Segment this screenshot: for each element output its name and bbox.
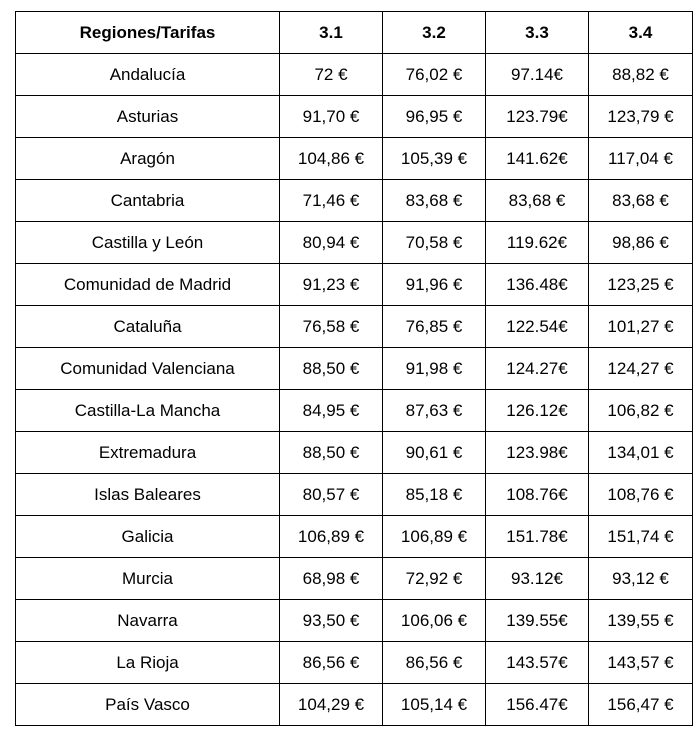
table-row xyxy=(16,642,693,684)
tariff-3-1-cell: 104,29 € xyxy=(280,684,383,726)
tariff-3-1-cell: 106,89 € xyxy=(280,516,383,558)
tariff-3-4-cell: 117,04 € xyxy=(589,138,693,180)
table-row xyxy=(16,222,693,264)
region-cell: Extremadura xyxy=(16,432,280,474)
tariff-3-4-cell: 156,47 € xyxy=(589,684,693,726)
tariff-3-1-cell: 88,50 € xyxy=(280,432,383,474)
tariff-3-4-cell: 88,82 € xyxy=(589,54,693,96)
tariff-3-1-cell: 72 € xyxy=(280,54,383,96)
tariff-3-3-cell: 156.47€ xyxy=(486,684,589,726)
tariff-3-2-cell: 90,61 € xyxy=(383,432,486,474)
region-cell: Castilla-La Mancha xyxy=(16,390,280,432)
region-cell: Castilla y León xyxy=(16,222,280,264)
tariff-3-4-cell: 101,27 € xyxy=(589,306,693,348)
tariff-3-4-cell: 139,55 € xyxy=(589,600,693,642)
tariff-3-4-cell: 93,12 € xyxy=(589,558,693,600)
region-cell: Asturias xyxy=(16,96,280,138)
region-cell: La Rioja xyxy=(16,642,280,684)
tariff-3-3-cell: 136.48€ xyxy=(486,264,589,306)
tariff-3-4-cell: 123,79 € xyxy=(589,96,693,138)
tariff-3-1-cell: 104,86 € xyxy=(280,138,383,180)
tariff-3-4-cell: 106,82 € xyxy=(589,390,693,432)
table-row xyxy=(16,138,693,180)
tariff-3-1-cell: 71,46 € xyxy=(280,180,383,222)
table-body xyxy=(16,54,693,726)
tariff-3-4-cell: 108,76 € xyxy=(589,474,693,516)
tariff-table xyxy=(15,11,693,726)
tariff-3-4-cell: 151,74 € xyxy=(589,516,693,558)
column-header-tariff-3-4: 3.4 xyxy=(589,12,693,54)
region-cell: Navarra xyxy=(16,600,280,642)
region-cell: Comunidad Valenciana xyxy=(16,348,280,390)
tariff-3-1-cell: 86,56 € xyxy=(280,642,383,684)
tariff-3-2-cell: 91,96 € xyxy=(383,264,486,306)
region-cell: Cataluña xyxy=(16,306,280,348)
table-row xyxy=(16,306,693,348)
tariff-3-3-cell: 139.55€ xyxy=(486,600,589,642)
table-header xyxy=(16,12,693,54)
tariff-3-2-cell: 106,89 € xyxy=(383,516,486,558)
tariff-3-3-cell: 108.76€ xyxy=(486,474,589,516)
tariff-3-2-cell: 91,98 € xyxy=(383,348,486,390)
region-cell: Islas Baleares xyxy=(16,474,280,516)
column-header-region: Regiones/Tarifas xyxy=(16,12,280,54)
column-header-tariff-3-1: 3.1 xyxy=(280,12,383,54)
table-row xyxy=(16,264,693,306)
region-cell: Cantabria xyxy=(16,180,280,222)
region-cell: Andalucía xyxy=(16,54,280,96)
header-row xyxy=(16,12,693,54)
table-row xyxy=(16,516,693,558)
tariff-3-4-cell: 143,57 € xyxy=(589,642,693,684)
tariff-3-3-cell: 143.57€ xyxy=(486,642,589,684)
tariff-3-1-cell: 68,98 € xyxy=(280,558,383,600)
table-row xyxy=(16,390,693,432)
tariff-3-3-cell: 119.62€ xyxy=(486,222,589,264)
tariff-3-2-cell: 83,68 € xyxy=(383,180,486,222)
region-cell: Aragón xyxy=(16,138,280,180)
tariff-3-2-cell: 105,14 € xyxy=(383,684,486,726)
tariff-3-1-cell: 84,95 € xyxy=(280,390,383,432)
tariff-3-2-cell: 96,95 € xyxy=(383,96,486,138)
tariff-3-3-cell: 123.79€ xyxy=(486,96,589,138)
region-cell: Galicia xyxy=(16,516,280,558)
table-row xyxy=(16,180,693,222)
tariff-3-3-cell: 97.14€ xyxy=(486,54,589,96)
tariff-3-2-cell: 106,06 € xyxy=(383,600,486,642)
table-row xyxy=(16,558,693,600)
column-header-tariff-3-2: 3.2 xyxy=(383,12,486,54)
tariff-3-4-cell: 123,25 € xyxy=(589,264,693,306)
tariff-3-4-cell: 134,01 € xyxy=(589,432,693,474)
tariff-3-3-cell: 83,68 € xyxy=(486,180,589,222)
table-row xyxy=(16,348,693,390)
tariff-3-4-cell: 124,27 € xyxy=(589,348,693,390)
tariff-3-1-cell: 91,70 € xyxy=(280,96,383,138)
tariff-3-4-cell: 98,86 € xyxy=(589,222,693,264)
tariff-3-3-cell: 123.98€ xyxy=(486,432,589,474)
tariff-3-3-cell: 122.54€ xyxy=(486,306,589,348)
tariff-3-1-cell: 93,50 € xyxy=(280,600,383,642)
column-header-tariff-3-3: 3.3 xyxy=(486,12,589,54)
table-row xyxy=(16,96,693,138)
tariff-3-3-cell: 151.78€ xyxy=(486,516,589,558)
table-row xyxy=(16,684,693,726)
region-cell: País Vasco xyxy=(16,684,280,726)
tariff-3-3-cell: 141.62€ xyxy=(486,138,589,180)
tariff-3-4-cell: 83,68 € xyxy=(589,180,693,222)
tariff-3-1-cell: 76,58 € xyxy=(280,306,383,348)
tariff-3-1-cell: 88,50 € xyxy=(280,348,383,390)
table-row xyxy=(16,600,693,642)
tariff-3-3-cell: 126.12€ xyxy=(486,390,589,432)
tariff-3-1-cell: 80,57 € xyxy=(280,474,383,516)
tariff-3-2-cell: 87,63 € xyxy=(383,390,486,432)
tariff-3-3-cell: 93.12€ xyxy=(486,558,589,600)
table-row xyxy=(16,474,693,516)
table-row xyxy=(16,432,693,474)
tariff-3-2-cell: 86,56 € xyxy=(383,642,486,684)
tariff-3-2-cell: 76,02 € xyxy=(383,54,486,96)
tariff-3-2-cell: 85,18 € xyxy=(383,474,486,516)
tariff-3-1-cell: 80,94 € xyxy=(280,222,383,264)
tariff-3-1-cell: 91,23 € xyxy=(280,264,383,306)
tariff-3-2-cell: 76,85 € xyxy=(383,306,486,348)
region-cell: Comunidad de Madrid xyxy=(16,264,280,306)
tariff-3-3-cell: 124.27€ xyxy=(486,348,589,390)
tariff-3-2-cell: 105,39 € xyxy=(383,138,486,180)
tariff-3-2-cell: 70,58 € xyxy=(383,222,486,264)
tariff-3-2-cell: 72,92 € xyxy=(383,558,486,600)
region-cell: Murcia xyxy=(16,558,280,600)
table-row xyxy=(16,54,693,96)
